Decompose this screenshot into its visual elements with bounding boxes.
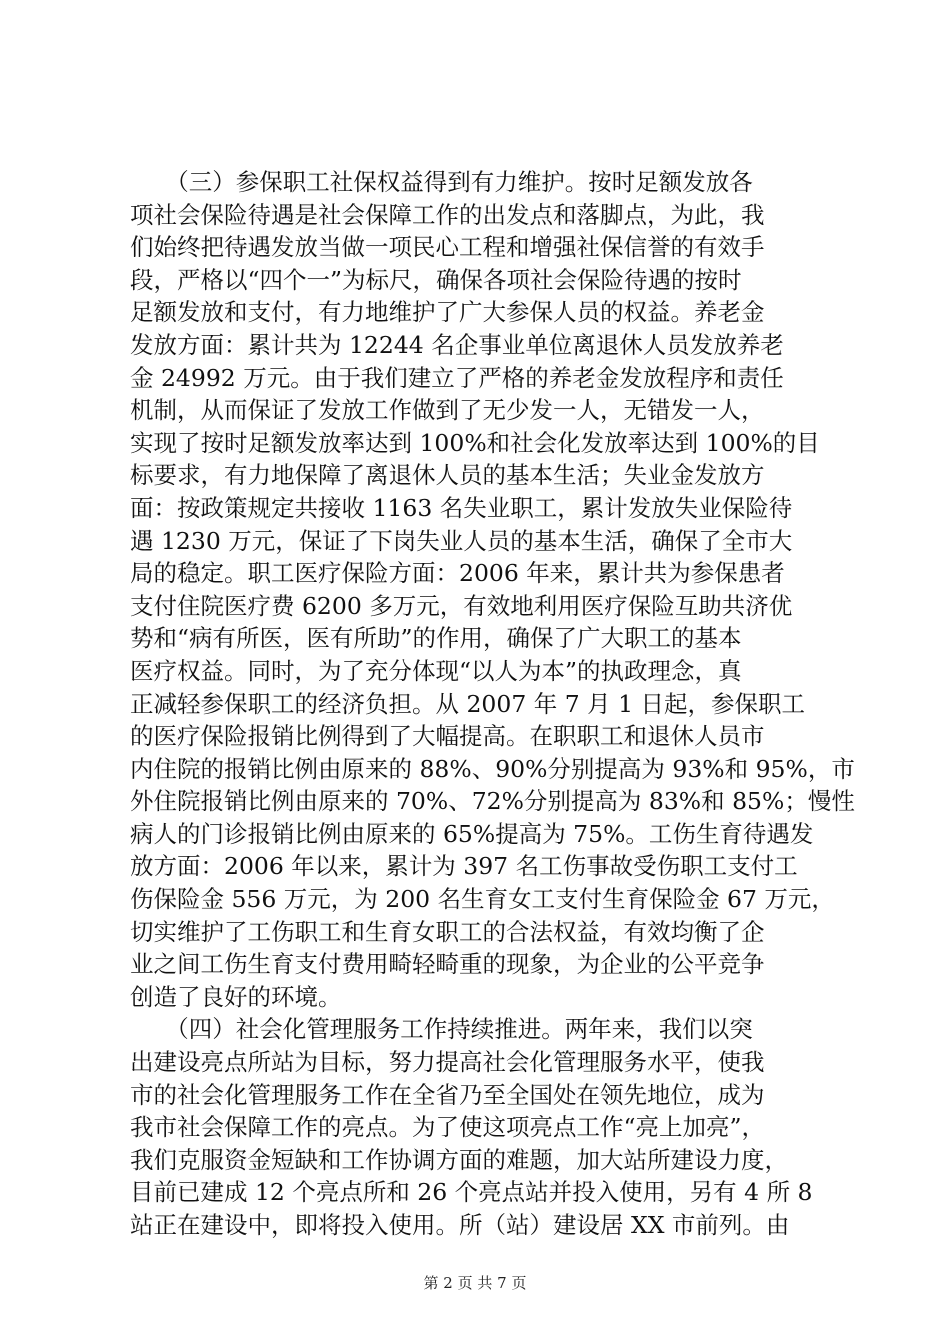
text-line: 业之间工伤生育支付费用畸轻畸重的现象，为企业的公平竞争 [130,950,765,979]
text-line: 支付住院医疗费 6200 多万元，有效地利用医疗保险互助共济优 [130,591,793,620]
text-line: （四）社会化管理服务工作持续推进。两年来，我们以突 [130,1015,753,1044]
text-line: 段，严格以“四个一”为标尺，确保各项社会保险待遇的按时 [130,265,742,294]
text-line: 市的社会化管理服务工作在全省乃至全国处在领先地位，成为 [130,1080,765,1109]
text-line: 正减轻参保职工的经济负担。从 2007 年 7 月 1 日起，参保职工 [130,689,806,718]
text-line: 我们克服资金短缺和工作协调方面的难题，加大站所建设力度， [130,1145,788,1174]
text-line: 金 24992 万元。由于我们建立了严格的养老金发放程序和责任 [130,363,784,392]
text-line: 发放方面：累计共为 12244 名企事业单位离退休人员发放养老 [130,330,784,359]
text-line: 实现了按时足额发放率达到 100%和社会化发放率达到 100%的目 [130,428,820,457]
text-line: 标要求，有力地保障了离退休人员的基本生活；失业金发放方 [130,461,765,490]
text-line: 面：按政策规定共接收 1163 名失业职工，累计发放失业保险待 [130,493,793,522]
text-line: 创造了良好的环境。 [130,982,342,1011]
text-line: 内住院的报销比例由原来的 88%、90%分别提高为 93%和 95%，市 [130,754,855,783]
text-line: 外住院报销比例由原来的 70%、72%分别提高为 83%和 85%；慢性 [130,787,855,816]
text-line: 们始终把待遇发放当做一项民心工程和增强社保信誉的有效手 [130,233,765,262]
document-body [130,166,855,1242]
text-line: 势和“病有所医，医有所助”的作用，确保了广大职工的基本 [130,624,742,653]
text-line: 机制，从而保证了发放工作做到了无少发一人，无错发一人， [130,396,765,425]
text-line: 病人的门诊报销比例由原来的 65%提高为 75%。工伤生育待遇发 [130,819,814,848]
text-line: 目前已建成 12 个亮点所和 26 个亮点站并投入使用，另有 4 所 8 [130,1178,813,1207]
text-line: 站正在建设中，即将投入使用。所（站）建设居 XX 市前列。由 [130,1211,790,1239]
text-line: 项社会保险待遇是社会保障工作的出发点和落脚点，为此，我 [130,200,765,229]
page-footer: 第 2 页 共 7 页 [423,1274,527,1292]
text-line: 切实维护了工伤职工和生育女职工的合法权益，有效均衡了企 [130,917,765,946]
text-line: 局的稳定。职工医疗保险方面：2006 年来，累计共为参保患者 [130,559,785,588]
text-line: 的医疗保险报销比例得到了大幅提高。在职职工和退休人员市 [130,722,765,751]
text-line: 足额发放和支付，有力地维护了广大参保人员的权益。养老金 [130,298,765,327]
text-line: 遇 1230 万元，保证了下岗失业人员的基本生活，确保了全市大 [130,526,793,555]
text-line: 伤保险金 556 万元，为 200 名生育女工支付生育保险金 67 万元， [130,885,835,914]
text-line: 医疗权益。同时，为了充分体现“以人为本”的执政理念，真 [130,656,742,685]
text-line: 我市社会保障工作的亮点。为了使这项亮点工作“亮上加亮”， [130,1113,766,1142]
text-line: 出建设亮点所站为目标，努力提高社会化管理服务水平，使我 [130,1048,765,1077]
text-line: 放方面：2006 年以来，累计为 397 名工伤事故受伤职工支付工 [130,852,798,881]
text-line: （三）参保职工社保权益得到有力维护。按时足额发放各 [130,168,753,196]
